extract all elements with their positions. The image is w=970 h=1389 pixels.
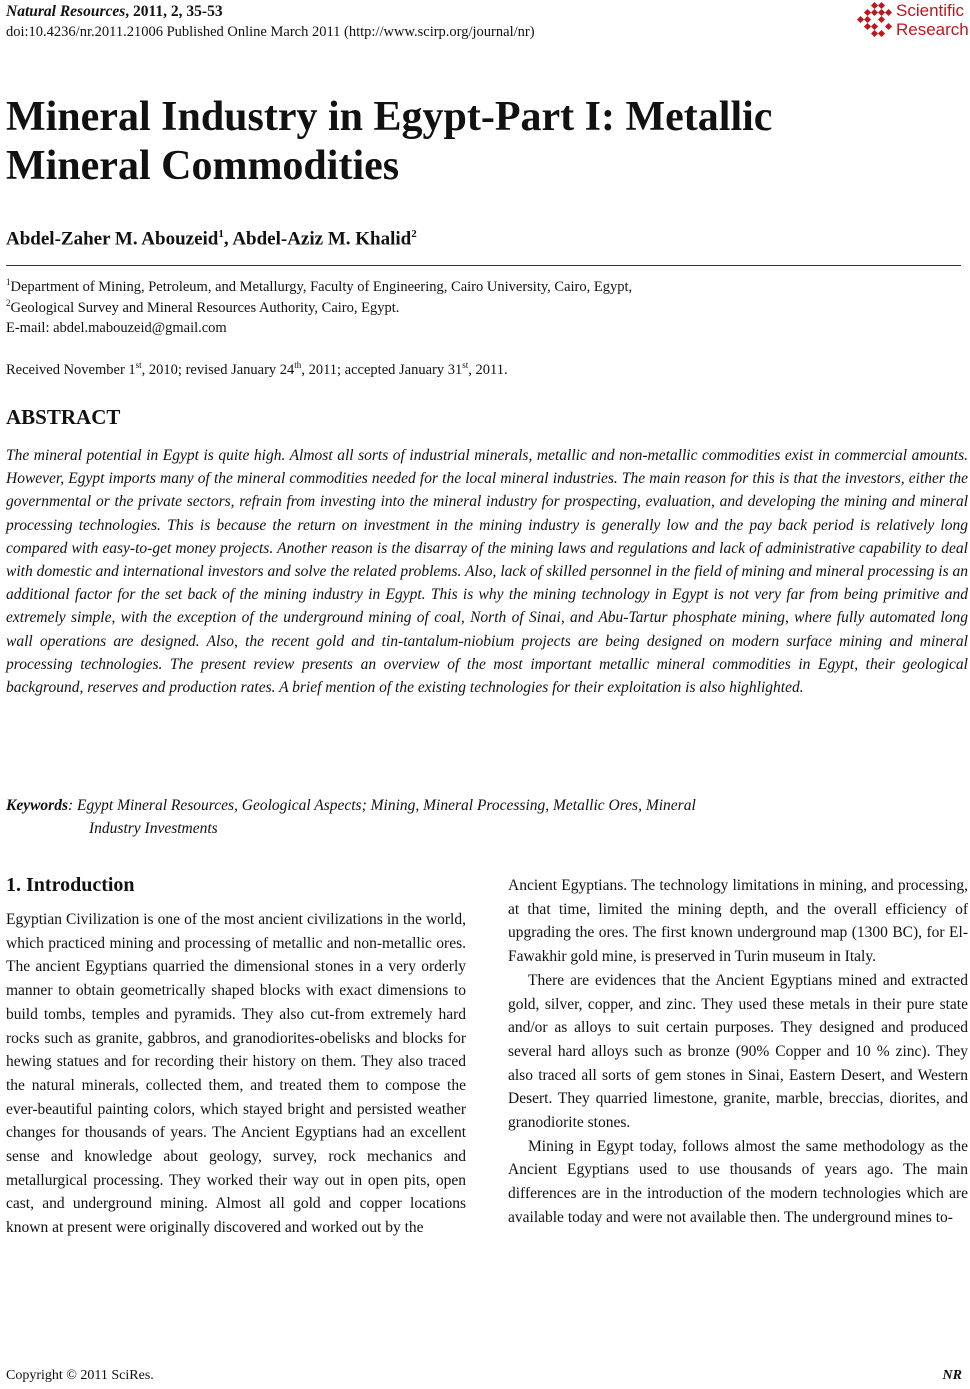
affiliation-2 [6,298,399,317]
paper-title: Mineral Industry in Egypt-Part I: Metallic Mineral Commodities [6,94,773,189]
received-text: Received November 1 [6,361,136,378]
keywords [6,794,906,840]
journal-volume-pages: , 2011, 2, 35-53 [125,3,223,20]
intro-paragraph-3: Mining in Egypt today, follows almost the same methodology as the Ancient Egyptians used to use thousands of years ago. The main differences are in the introduction of the modern technologies which are available today and were not available then. The underground mines to- [508,1137,968,1226]
footer-journal-abbr: NR [942,1368,962,1383]
intro-paragraph-1: Egyptian Civilization is one of the most ancient civilizations in the world, which practiced mining and processing of metallic and non-metallic ores. The ancient Egyptians quarried the dimensional stones in a very orderly manner to obtain geometrically shaped blocks with exact dimensions to build tombs, temples and pyramids. They also cut-from extremely hard rocks such as granite, gabbros, and granodiorites-obelisks and blocks for hewing statues and for recording their history on them. They also traced the natural minerals, collected them, and treated them to compose the ever-beautiful painting colors, which stayed bright and persisted weather changes for thousands of years. The Ancient Egyptians had an excellent sense and knowledge about geology, survey, rock mechanics and metallurgical processing. They worked their way out in open pits, open cast, and underground mining. Almost all gold and copper locations known at present were originally discovered and worked out by the [6,911,466,1237]
affiliation-1-text: Department of Mining, Petroleum, and Metallurgy, Faculty of Engineering, Cairo University, Cairo, Egypt, [10,278,633,295]
author-list [6,228,417,250]
revised-ordinal: th [294,360,302,370]
author-1-affiliation-mark: 1 [218,228,224,240]
affiliation-2-text: Geological Survey and Mineral Resources Authority, Cairo, Egypt. [10,299,400,316]
accepted-ordinal: st [462,360,469,370]
received-ordinal: st [135,360,142,370]
keywords-label: Keywords [6,797,68,814]
intro-paragraph-1-continued: Ancient Egyptians. The technology limitations in mining, and processing, at that time, limited the mining depth, and the overall efficiency of upgrading the ores. The first known underground map (1300 BC), for El-Fawakhir gold mine, is preserved in Turin museum in Italy. [508,877,968,966]
keywords-list-continued: Industry Investments [89,820,218,837]
publisher-logo-icon [852,1,894,41]
accepted-text: , 2011; accepted January 31 [301,361,463,378]
author-1: Abdel-Zaher M. Abouzeid [6,228,219,250]
section-heading-introduction: 1. Introduction [6,874,135,896]
accepted-year: , 2011. [468,361,508,378]
left-column [6,908,466,1240]
journal-name: Natural Resources [6,3,126,20]
affiliation-1-mark: 1 [6,277,11,287]
received-dates [6,360,508,379]
author-2: Abdel-Aziz M. Khalid [232,228,412,250]
abstract-body: The mineral potential in Egypt is quite high. Almost all sorts of industrial minerals, metallic and non-metallic commodities exist in commercial amounts. However, Egypt imports many of the mineral commodities needed for the local mineral industries. The main reason for this is that the investors, either the governmental or the private sectors, refrain from investing into the mineral industry for prospecting, evaluation, and developing the mining and mineral processing technologies. This is because the return on investment in the mining industry is generally low and the pay back period is relatively long compared with easy-to-get money projects. Another reason is the disarray of the mining laws and regulations and lack of administrative capability to deal with domestic and international investors and solve the related problems. Also, lack of skilled personnel in the field of mining and mineral processing is an additional factor for the set back of the mining industry in Egypt. This is why the mining technology in Egypt is not very far from being primitive and extremely simple, with the exception of the underground mining of coal, North of Sinai, and Abu-Tartur phosphate mining, where fully automated long wall operations are designed. Also, the recent gold and tin-tantalum-niobium projects are being designed on modern surface mining and mineral processing technologies. The present review presents an overview of the most important metallic mineral commodities in Egypt, their geological background, reserves and production rates. A brief mention of the existing technologies for their exploitation is also highlighted. [6,447,968,697]
intro-paragraph-2: There are evidences that the Ancient Egyptians mined and extracted gold, silver, copper, and zinc. They used these metals in their pure state and/or as alloys to suit certain purposes. They designed and produced several hard alloys such as bronze (90% Copper and 10 % zinc). They also traced all sorts of gem stones in Sinai, Eastern Desert, and Western Desert. They quarried limestone, granite, marble, breccias, diorites, and granodiorite stones. [508,971,968,1132]
scientific-research-logo [852,1,970,41]
logo-wordmark [896,1,969,39]
affiliation-1 [6,277,632,296]
journal-citation [6,3,223,21]
keywords-list: : Egypt Mineral Resources, Geological Aspects; Mining, Mineral Processing, Metallic Ores, Mineral [68,797,696,814]
abstract-heading: ABSTRACT [6,405,121,429]
author-2-affiliation-mark: 2 [411,228,417,240]
logo-line-research: Research [896,20,969,39]
revised-text: , 2010; revised January 24 [141,361,295,378]
author-separator: , [223,228,233,250]
header-divider [6,265,961,266]
doi-line: doi:10.4236/nr.2011.21006 Published Online March 2011 (http://www.scirp.org/journal/nr) [6,24,535,40]
footer-copyright: Copyright © 2011 SciRes. [6,1368,154,1383]
affiliation-2-mark: 2 [6,298,11,308]
right-column [508,874,968,1230]
logo-line-scientific: Scientific [896,1,965,20]
corresponding-email: E-mail: abdel.mabouzeid@gmail.com [6,320,227,336]
